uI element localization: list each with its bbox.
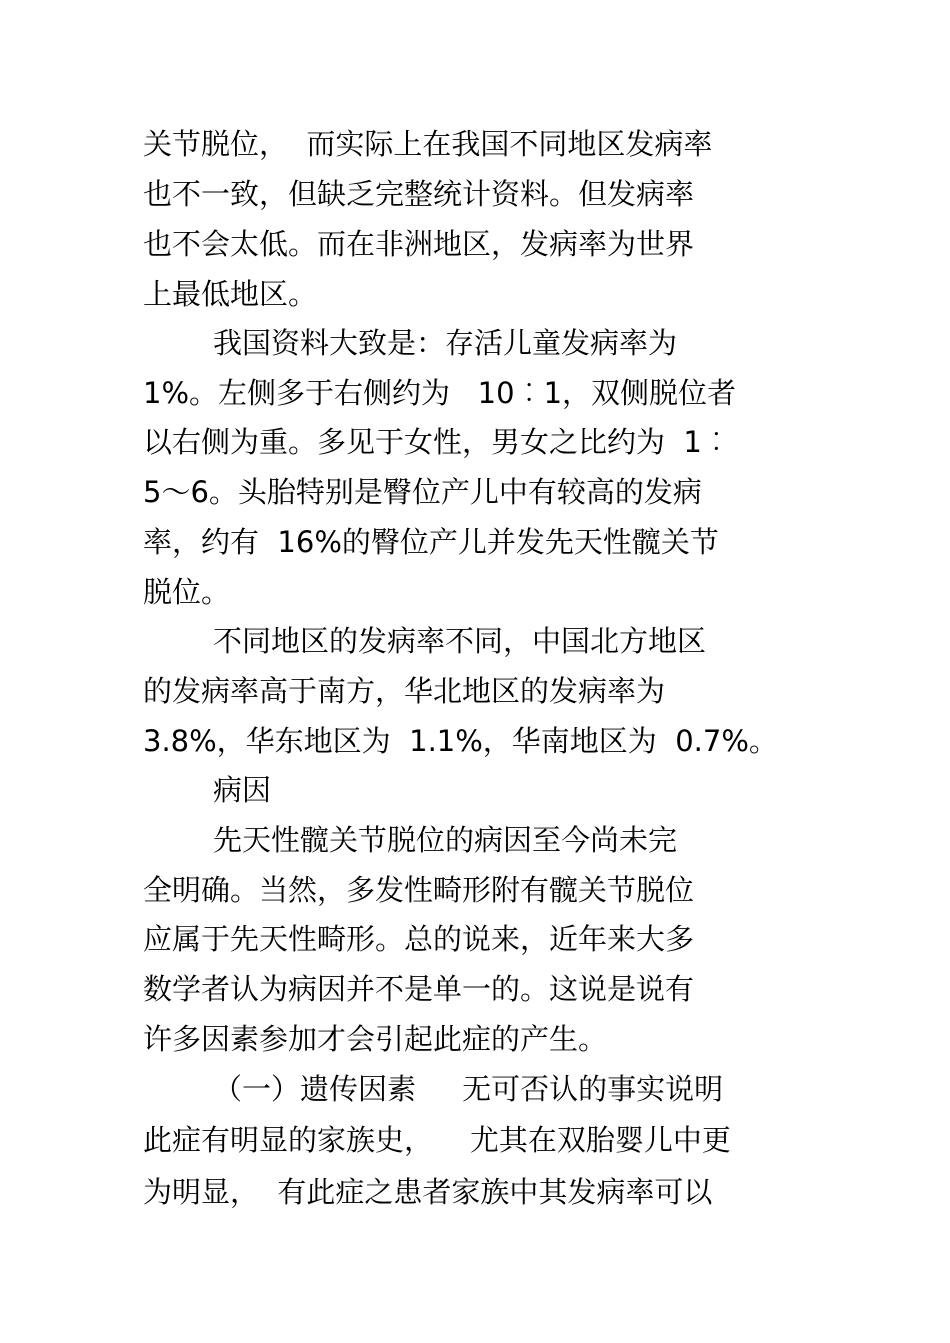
text-line: 也不一致，但缺乏完整统计资料。但发病率	[143, 177, 695, 211]
text-line: 的发病率高于南方，华北地区的发病率为	[143, 674, 666, 708]
text-line: 5～6。头胎特别是臀位产儿中有较高的发病	[143, 475, 702, 509]
text-line: 也不会太低。而在非洲地区，发病率为世界	[143, 227, 695, 261]
subsection-first-line: （一）遗传因素 无可否认的事实说明	[213, 1072, 724, 1106]
text-line: 脱位。	[143, 575, 231, 609]
text-line: 应属于先天性畸形。总的说来，近年来大多	[143, 922, 695, 956]
text-line: 以右侧为重。多见于女性，男女之比约为 1︰	[143, 425, 731, 459]
text-line: 此症有明显的家族史， 尤其在双胎婴儿中更	[143, 1123, 731, 1157]
text-line: 全明确。当然，多发性畸形附有髋关节脱位	[143, 873, 695, 907]
text-line: 率，约有 16%的臀位产儿并发先天性髋关节	[143, 525, 719, 559]
text-line: 关节脱位， 而实际上在我国不同地区发病率	[143, 127, 713, 161]
text-line: 3.8%，华东地区为 1.1%，华南地区为 0.7%。	[143, 724, 778, 758]
section-heading: 病因	[213, 773, 272, 807]
text-line: 许多因素参加才会引起此症的产生。	[143, 1022, 608, 1056]
text-line: 数学者认为病因并不是单一的。这说是说有	[143, 972, 695, 1006]
text-line: 1%。左侧多于右侧约为 10︰1，双侧脱位者	[143, 376, 737, 410]
paragraph-first-line: 不同地区的发病率不同，中国北方地区	[213, 624, 707, 658]
text-line: 为明显， 有此症之患者家族中其发病率可以	[143, 1175, 713, 1209]
paragraph-first-line: 我国资料大致是：存活儿童发病率为	[213, 326, 678, 360]
text-line: 上最低地区。	[143, 277, 318, 311]
paragraph-first-line: 先天性髋关节脱位的病因至今尚未完	[213, 823, 678, 857]
